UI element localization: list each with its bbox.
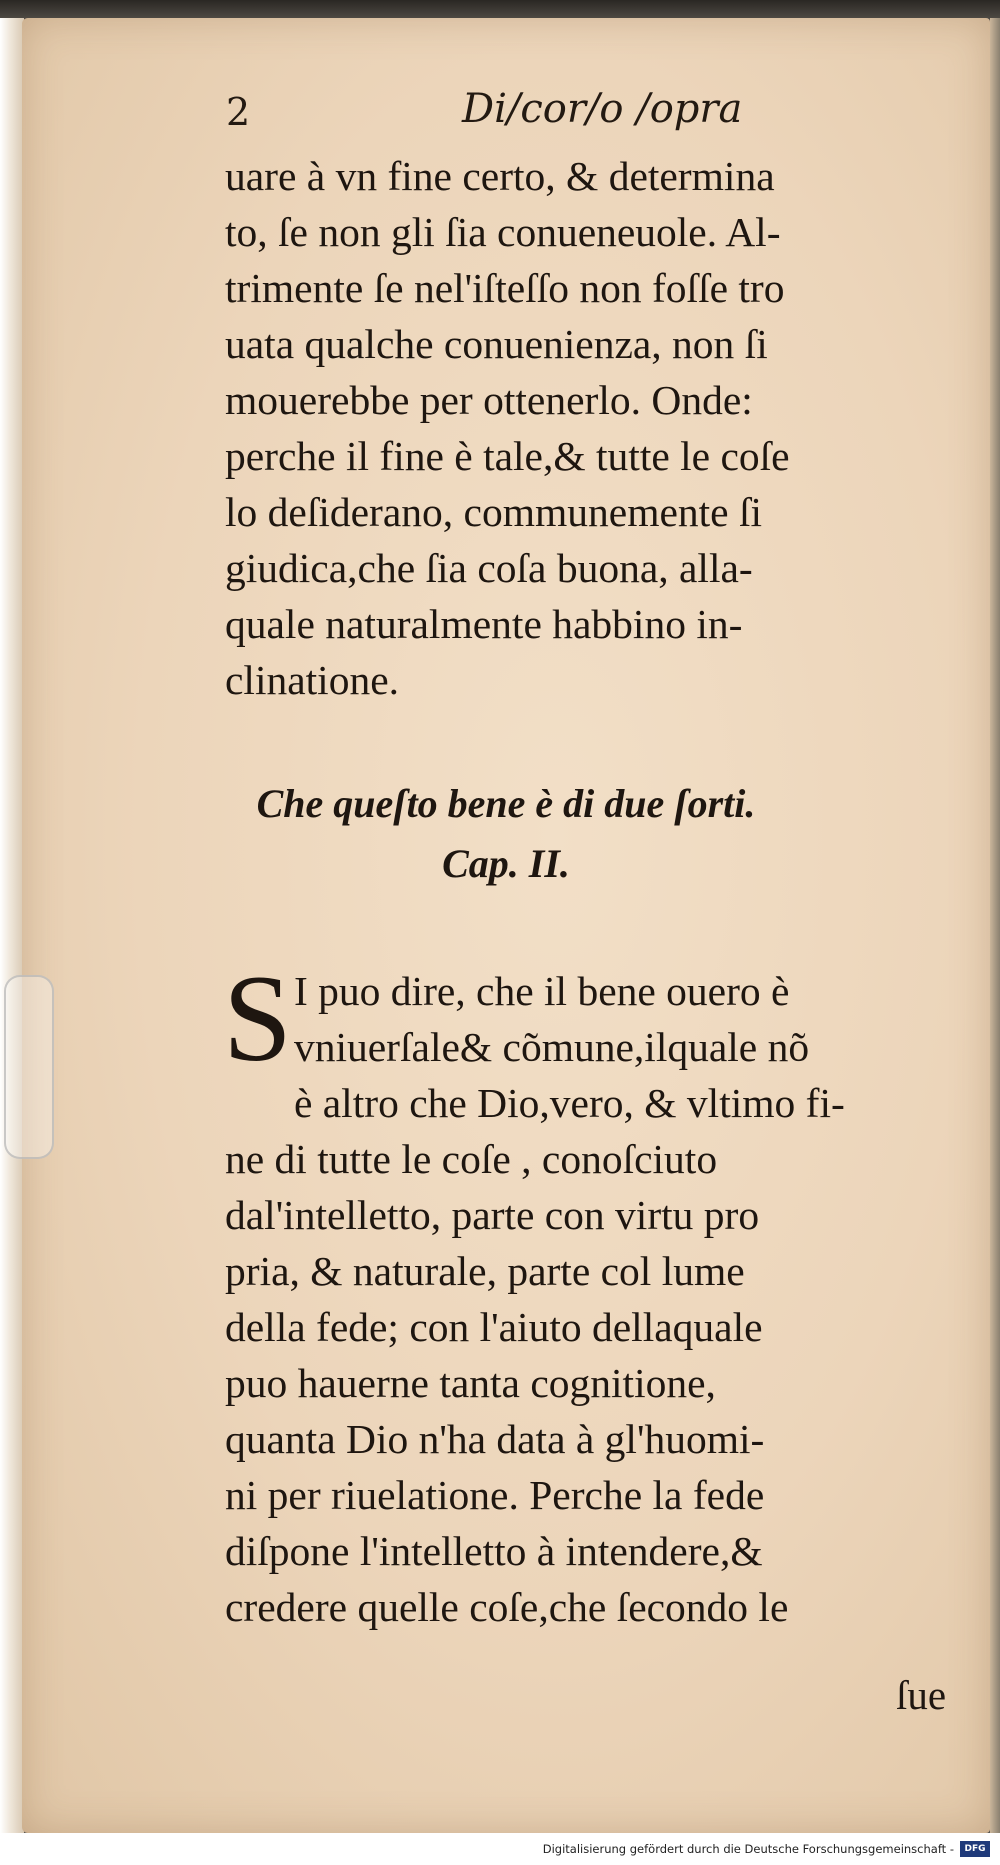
paragraph-1 (225, 148, 990, 708)
text-line: uata qualche conuenienza, non ſi (225, 321, 768, 367)
funding-credit: Digitalisierung gefördert durch die Deutsche Forschungsgemeinschaft - (542, 1842, 954, 1856)
text-line: ni per riuelatione. Perche la fede (225, 1472, 765, 1518)
text-line: credere quelle coſe,che ſecondo le (225, 1584, 789, 1630)
text-line: pria, & naturale, parte col lume (225, 1248, 745, 1294)
text-line: è altro che Dio,vero, & vltimo fi- (293, 1080, 845, 1126)
page-number: 2 (226, 90, 251, 134)
text-line: I puo dire, che il bene ouero è (293, 968, 790, 1014)
book-page (22, 18, 990, 1833)
text-line: dal'intelletto, parte con virtu pro (225, 1192, 760, 1238)
text-line: mouerebbe per ottenerlo. Onde: (225, 377, 753, 423)
text-line: perche il fine è tale,& tutte le coſe (225, 433, 790, 479)
text-line: uare à vn fine certo, & determina (225, 153, 775, 199)
text-line: giudica,che ſia coſa buona, alla- (225, 545, 753, 591)
text-line: to, ſe non gli ſia conueneuole. Al- (225, 209, 781, 255)
paragraph-2 (223, 950, 990, 1635)
catchword: ſue (896, 1672, 947, 1718)
text-line: della fede; con l'aiuto dellaquale (225, 1304, 763, 1350)
text-line: quanta Dio n'ha data à gl'huomi- (225, 1416, 765, 1462)
dfg-logo: DFG (960, 1841, 990, 1857)
text-line: ne di tutte le coſe , conoſciuto (225, 1136, 718, 1182)
running-head (22, 78, 990, 148)
chapter-title: Che queſto bene è di due ſorti. (256, 781, 756, 826)
text-line: quale naturalmente habbino in- (225, 601, 743, 647)
book-edge-right (990, 18, 1000, 1833)
book-edge-left (0, 18, 24, 1833)
text-line: puo hauerne tanta cognitione, (225, 1360, 716, 1406)
text-line: trimente ſe nel'iſteſſo non foſſe tro (225, 265, 785, 311)
chapter-number: Cap. II. (442, 841, 570, 886)
running-title: Di/cor/o /opra (462, 86, 743, 132)
text-line: clinatione. (225, 657, 400, 703)
text-line: lo deſiderano, communemente ſi (225, 489, 763, 535)
text-line: diſpone l'intelletto à intendere,& (225, 1528, 763, 1574)
text-line: vniuerſale& cõmune,ilquale nõ (293, 1024, 810, 1070)
page-clip (4, 975, 54, 1159)
footer-bar (0, 1833, 1000, 1865)
drop-cap: S (223, 950, 292, 1087)
